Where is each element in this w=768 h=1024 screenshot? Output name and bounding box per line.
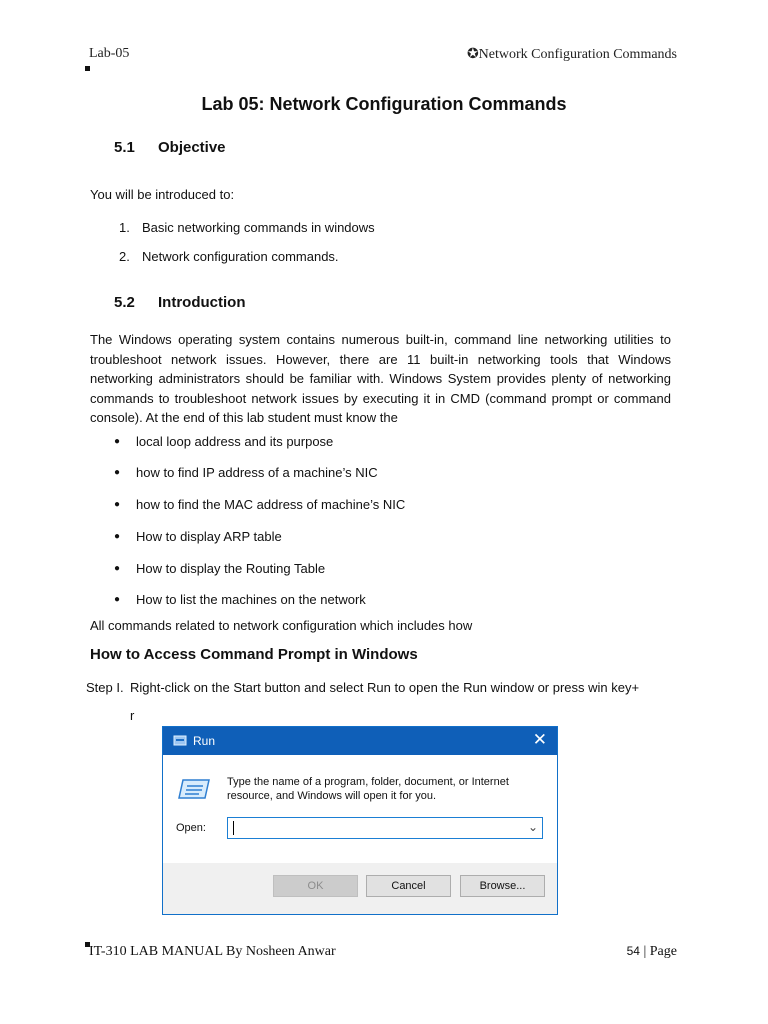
header-marker	[85, 66, 90, 71]
page-title: Lab 05: Network Configuration Commands	[201, 94, 567, 114]
section-number: 5.1	[114, 139, 135, 156]
bullet-icon: ●	[114, 467, 121, 478]
step-text: Right-click on the Start button and select Run to open the Run window or press win key+	[130, 680, 640, 695]
open-label: Open:	[176, 822, 206, 834]
step-continuation: r	[130, 708, 135, 723]
objective-item	[119, 249, 130, 264]
header-left: Lab-05	[89, 46, 130, 61]
text-caret	[233, 821, 234, 835]
run-program-icon	[177, 777, 211, 806]
section-heading-introduction	[114, 294, 245, 311]
bullet-icon: ●	[114, 436, 121, 447]
access-heading: How to Access Command Prompt in Windows	[90, 646, 418, 663]
page-label: | Page	[639, 944, 677, 959]
run-dialog-content	[163, 755, 557, 863]
bullet-item: How to display the Routing Table	[136, 561, 326, 576]
objective-item-text: Basic networking commands in windows	[142, 220, 375, 235]
run-dialog	[162, 726, 558, 915]
bullet-icon: ●	[114, 531, 121, 542]
footer-left: IT-310 LAB MANUAL By Nosheen Anwar	[89, 944, 336, 959]
bullet-item: How to display ARP table	[136, 529, 282, 544]
run-app-icon	[173, 735, 187, 749]
section-number: 5.2	[114, 294, 135, 311]
section-title: Objective	[158, 139, 226, 156]
objective-intro: You will be introduced to:	[90, 187, 235, 202]
section-title: Introduction	[158, 294, 246, 311]
page-number: 54	[626, 944, 640, 958]
bullet-icon: ●	[114, 499, 121, 510]
bullet-icon: ●	[114, 594, 121, 605]
objective-item-text: Network configuration commands.	[142, 249, 339, 264]
open-input[interactable]	[227, 817, 543, 839]
ok-button[interactable]: OK	[273, 875, 358, 897]
bullet-item: local loop address and its purpose	[136, 434, 334, 449]
bullet-item: how to find IP address of a machine’s NIC	[136, 465, 378, 480]
list-marker: 2.	[119, 249, 130, 264]
cancel-button[interactable]: Cancel	[366, 875, 451, 897]
bullet-icon: ●	[114, 563, 121, 574]
all-commands-line: All commands related to network configuration which includes how	[90, 618, 473, 633]
chevron-down-icon[interactable]: ⌄	[527, 820, 538, 834]
bullet-item: How to list the machines on the network	[136, 592, 366, 607]
run-dialog-titlebar	[163, 727, 557, 755]
header-right: ✪Network Configuration Commands	[466, 47, 677, 62]
step-label: Step I.	[86, 680, 124, 695]
footer-page	[627, 944, 677, 960]
bullet-item: how to find the MAC address of machine’s NIC	[136, 497, 406, 512]
list-marker: 1.	[119, 220, 130, 235]
run-dialog-title: Run	[193, 734, 216, 748]
browse-button[interactable]: Browse...	[460, 875, 545, 897]
objective-item	[119, 220, 130, 235]
close-icon[interactable]: ✕	[532, 730, 547, 749]
section-heading-objective	[114, 139, 226, 156]
intro-paragraph: The Windows operating system contains numerous built-in, command line networking utilities to troubleshoot network issues. However, there are 11 built-in networking tools that Windows networking administrators should be familiar with. Windows System provides plenty of networking commands to troubleshoot network issues by executing it in CMD (command prompt or command console). At the end of this lab student must know the	[90, 332, 671, 426]
run-dialog-message: Type the name of a program, folder, document, or Internet resource, and Windows will open it for you.	[227, 776, 509, 802]
